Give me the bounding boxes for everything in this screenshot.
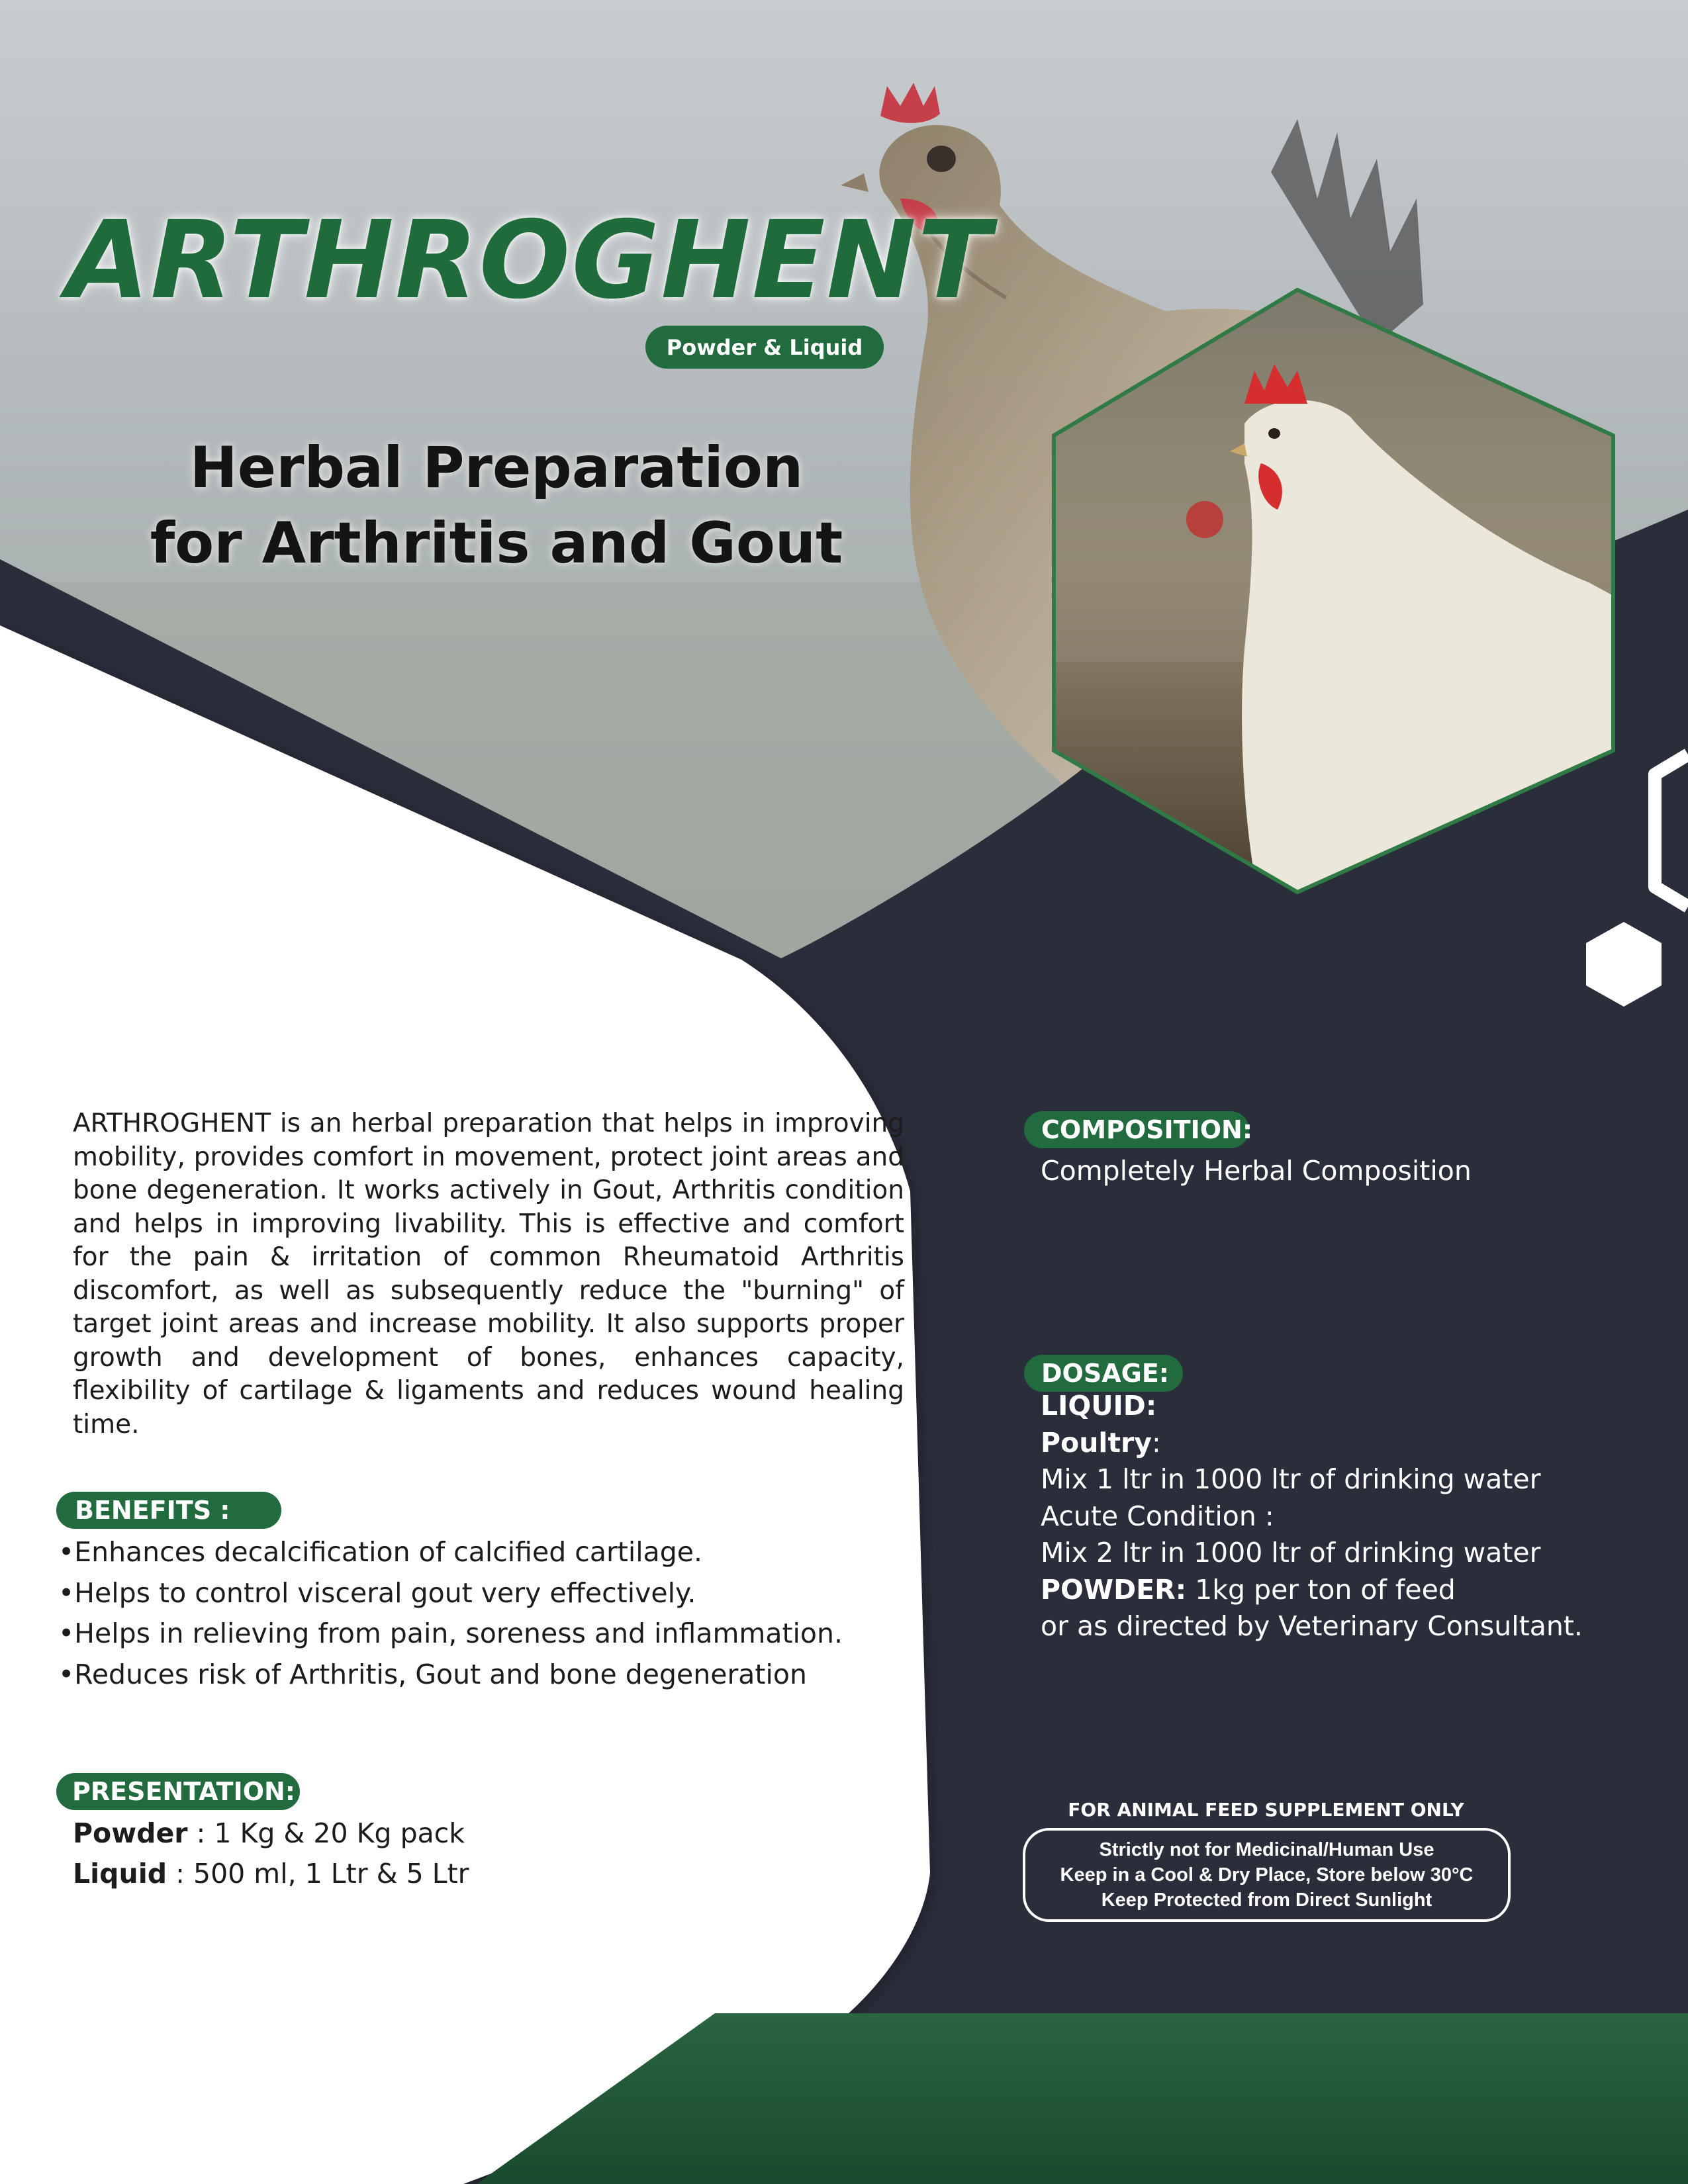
dosage-poultry-label [1041,1425,1583,1462]
subtitle-line-1: Herbal Preparation [189,435,804,501]
product-description: ARTHROGHENT is an herbal preparation that helps in improving mobility, provides comfort in movement, protect joint areas and bone degeneration. It works actively in Gout, Arthritis condition and helps in improving livability. This is effective and comfort for the pain & irritation of common Rheumatoid Arthritis discomfort, as well as subsequently reduce the "burning" of target joint areas and increase mobility. It also supports proper growth and development of bones, enhances capacity, flexibility of cartilage & ligaments and reduces wound healing time. [73,1109,904,1439]
list-item: •Helps to control visceral gout very effectively. [58,1576,696,1609]
presentation-liquid [73,1854,469,1894]
dosage-line: Acute Condition : [1041,1500,1274,1532]
poultry-colon: : [1152,1426,1161,1459]
notice-line: Keep in a Cool & Dry Place, Store below 30°C [1060,1864,1474,1886]
powder-dosage-value: 1kg per ton of feed [1186,1573,1456,1606]
storage-notice-box [1023,1828,1511,1922]
powder-heading: POWDER: [1041,1573,1187,1606]
poultry-heading: Poultry [1041,1426,1152,1459]
composition-heading: COMPOSITION: [1024,1111,1249,1148]
benefits-list [58,1532,843,1695]
notice-line: Strictly not for Medicinal/Human Use [1099,1839,1434,1860]
dosage-line: Mix 1 ltr in 1000 ltr of drinking water [1041,1463,1541,1495]
notice-line: Keep Protected from Direct Sunlight [1101,1889,1432,1911]
benefits-heading: BENEFITS : [56,1492,281,1529]
list-item: •Enhances decalcification of calcified cartilage. [58,1536,703,1568]
presentation-powder [73,1813,469,1854]
dosage-line: Mix 2 ltr in 1000 ltr of drinking water [1041,1537,1541,1569]
product-subtitle [99,430,894,581]
product-title: ARTHROGHENT [66,199,992,323]
dosage-liquid-label [1041,1388,1583,1425]
presentation-list [73,1813,469,1894]
liquid-value: : 500 ml, 1 Ltr & 5 Ltr [167,1858,469,1889]
subtitle-line-2: for Arthritis and Gout [150,510,843,576]
powder-value: : 1 Kg & 20 Kg pack [187,1817,465,1849]
dosage-powder [1041,1572,1583,1609]
presentation-heading: PRESENTATION: [56,1773,300,1810]
powder-label: Powder [73,1817,188,1849]
liquid-label: Liquid [73,1858,167,1889]
composition-text: Completely Herbal Composition [1041,1155,1472,1187]
liquid-heading: LIQUID: [1041,1390,1157,1422]
list-item: •Reduces risk of Arthritis, Gout and bone degeneration [58,1658,807,1690]
dosage-list [1041,1388,1583,1645]
feed-supplement-notice: FOR ANIMAL FEED SUPPLEMENT ONLY [1068,1799,1464,1821]
form-badge: Powder & Liquid [645,326,884,369]
dosage-heading: DOSAGE: [1024,1355,1183,1392]
dosage-line: or as directed by Veterinary Consultant. [1041,1610,1583,1642]
list-item: •Helps in relieving from pain, soreness and inflammation. [58,1617,843,1649]
